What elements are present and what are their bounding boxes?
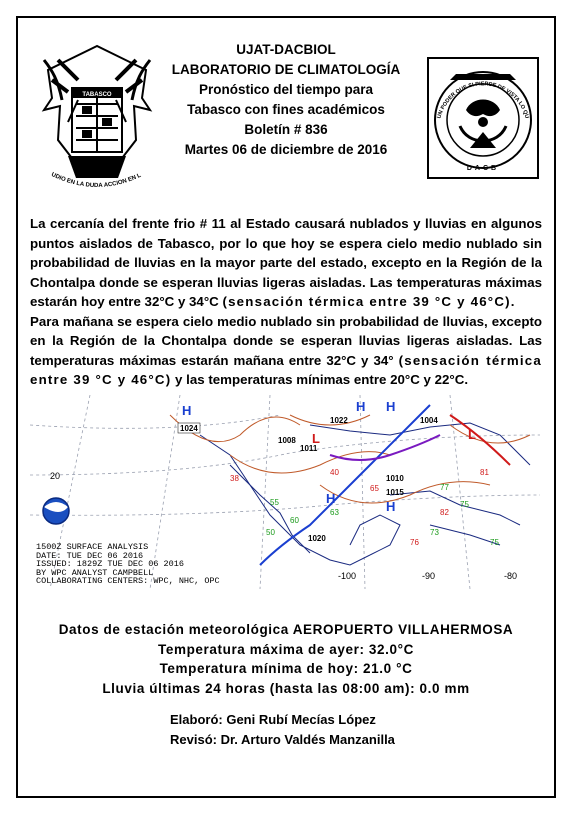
- forecast-text: [30, 214, 542, 390]
- svg-text:65: 65: [370, 484, 379, 493]
- surface-analysis-map: [30, 395, 540, 589]
- svg-text:1015: 1015: [386, 488, 404, 497]
- station-tmax: Temperatura máxima de ayer: 32.0°C: [158, 641, 414, 657]
- caption-line: ISSUED: 1829Z TUE DEC 06 2016: [36, 559, 184, 570]
- svg-text:1008: 1008: [278, 436, 296, 445]
- svg-text:60: 60: [290, 516, 299, 525]
- forecast-today: La cercanía del frente frio # 11 al Estado causará nublados y lluvias en algunos puntos aislados de Tabasco, por lo que hoy se espera cielo medio nublado sin probabilidad de lluvias en la mayor parte del estado, excepto en la Región de la Chontalpa donde se esperan lluvias ligeras aisladas. Las temperaturas máximas estarán hoy entre 32°C y 34°C: [30, 216, 542, 309]
- right-logo-dacb-text: DACB: [466, 165, 500, 172]
- prepared-by: Elaboró: Geni Rubí Mecías López: [170, 712, 376, 727]
- dacb-logo: [426, 56, 540, 180]
- reviewed-by: Revisó: Dr. Arturo Valdés Manzanilla: [170, 732, 395, 747]
- svg-text:1020: 1020: [308, 534, 326, 543]
- station-tmin: Temperatura mínima de hoy: 21.0 °C: [159, 661, 413, 676]
- svg-text:1024: 1024: [180, 424, 198, 433]
- low-center: L: [312, 431, 320, 446]
- caption-line: DATE: TUE DEC 06 2016: [36, 550, 144, 561]
- title-line-1: Pronóstico del tiempo para: [198, 82, 374, 97]
- station-data: [30, 620, 542, 698]
- high-center: H: [182, 403, 192, 418]
- svg-text:63: 63: [330, 508, 339, 517]
- map-coastlines: [200, 423, 530, 565]
- caption-line: COLLABORATING CENTERS: WPC, NHC, OPC: [36, 576, 220, 587]
- svg-text:75: 75: [490, 538, 499, 547]
- svg-text:75: 75: [460, 500, 469, 509]
- lab-name: LABORATORIO DE CLIMATOLOGÍA: [171, 62, 401, 77]
- svg-text:77: 77: [440, 483, 449, 492]
- svg-text:40: 40: [330, 468, 339, 477]
- svg-text:-80: -80: [504, 571, 518, 581]
- svg-text:50: 50: [266, 528, 275, 537]
- svg-text:81: 81: [480, 468, 489, 477]
- svg-text:-100: -100: [338, 571, 357, 581]
- signatures: [170, 710, 395, 750]
- high-center: H: [386, 499, 396, 514]
- forecast-today-feels-like: (sensación térmica entre 39 °C y 46°C).: [222, 294, 516, 309]
- svg-text:20: 20: [50, 471, 61, 481]
- ujat-logo: [38, 40, 156, 192]
- svg-text:1022: 1022: [330, 416, 348, 425]
- forecast-tomorrow-feels-like: (sensación térmica entre 39 °C y 46°C): [30, 352, 542, 387]
- svg-text:55: 55: [270, 498, 279, 507]
- caption-line: BY WPC ANALYST CAMPBELL: [36, 567, 154, 578]
- svg-text:1011: 1011: [300, 444, 318, 453]
- svg-text:82: 82: [440, 508, 449, 517]
- svg-text:38: 38: [230, 474, 239, 483]
- caption-line: 1500Z SURFACE ANALYSIS: [36, 542, 149, 552]
- left-logo-motto: UDIO EN LA DUDA ACCION EN L: [50, 171, 143, 190]
- right-logo-ring-text: UN PODER QUE SI PIERDE DE VISTA LO QU: [436, 81, 530, 120]
- high-center: H: [326, 491, 336, 506]
- bulletin-date: Martes 06 de diciembre de 2016: [184, 142, 388, 157]
- high-center: H: [356, 399, 366, 414]
- svg-text:-90: -90: [422, 571, 436, 581]
- map-caption: [36, 543, 220, 586]
- station-title: Datos de estación meteorológica AEROPUERTO VILLAHERMOSA: [58, 622, 514, 637]
- noaa-logo-icon: [43, 498, 69, 524]
- bulletin-number: Boletín # 836: [244, 122, 328, 137]
- forecast-tomorrow: Para mañana se espera cielo medio nublado sin probabilidad de lluvias, excepto en la Región de la Chontalpa donde se esperan lluvias ligeras aisladas. Las temperaturas máximas estarán mañana entre 32°C y 34°: [30, 313, 542, 368]
- svg-text:76: 76: [410, 538, 419, 547]
- station-rain: Lluvia últimas 24 horas (hasta las 08:00 am): 0.0 mm: [102, 680, 470, 696]
- bulletin-header: [150, 40, 422, 160]
- high-center: H: [386, 399, 396, 414]
- svg-text:1004: 1004: [420, 416, 438, 425]
- svg-text:73: 73: [430, 528, 439, 537]
- left-logo-top-text: TABASCO: [82, 92, 112, 98]
- low-center: L: [468, 427, 476, 442]
- svg-text:1010: 1010: [386, 474, 404, 483]
- forecast-tomorrow-min: y las temperaturas mínimas entre 20°C y 22°C.: [175, 372, 469, 387]
- title-line-2: Tabasco con fines académicos: [187, 102, 385, 117]
- institution-name: UJAT-DACBIOL: [236, 42, 336, 57]
